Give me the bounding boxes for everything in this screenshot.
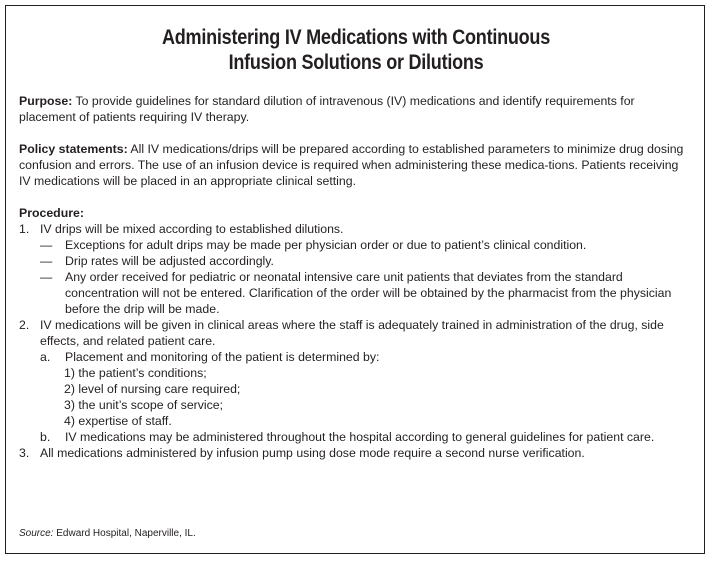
procedure-section — [19, 205, 691, 461]
document-title — [55, 25, 657, 75]
list-item-text: 3) the unit’s scope of service; — [64, 398, 224, 412]
procedure-step-2a-sub-2 — [19, 381, 691, 397]
list-marker: — — [40, 254, 53, 268]
list-item-text: Exceptions for adult drips may be made per physician order or due to patient’s clinical condition. — [65, 238, 587, 252]
procedure-step-2a-sub-4 — [19, 413, 691, 429]
procedure-step-2a — [19, 349, 691, 365]
list-item-text: Drip rates will be adjusted accordingly. — [65, 254, 274, 268]
source-text: Edward Hospital, Naperville, IL. — [56, 528, 196, 539]
document-body — [19, 93, 691, 461]
procedure-step-1-dash-2 — [19, 253, 691, 269]
source-citation — [19, 528, 196, 540]
list-marker: a. — [40, 350, 51, 364]
list-item-text: Placement and monitoring of the patient is determined by: — [65, 350, 380, 364]
procedure-step-2a-sub-1 — [19, 365, 691, 381]
procedure-heading: Procedure: — [19, 206, 84, 220]
list-marker: 2. — [19, 318, 30, 332]
list-item-text: Any order received for pediatric or neonatal intensive care unit patients that deviates from the standard concentration will not be entered. Clarification of the order will be obtained by the pharmacist from the physician before the drip will be made. — [65, 270, 672, 316]
policy-paragraph — [19, 141, 691, 189]
procedure-step-1-dash-3 — [19, 269, 691, 317]
procedure-step-2b — [19, 429, 691, 445]
procedure-step-2a-sub-3 — [19, 397, 691, 413]
list-item-text: IV medications will be given in clinical areas where the staff is adequately trained in administration of the drug, side effects, and related patient care. — [40, 318, 664, 348]
title-line-1: Administering IV Medications with Continuous — [162, 26, 550, 49]
list-marker: 3. — [19, 446, 30, 460]
list-item-text: 1) the patient’s conditions; — [64, 366, 207, 380]
list-marker: — — [40, 270, 53, 284]
purpose-text: To provide guidelines for standard dilution of intravenous (IV) medications and identify requirements for placement of patients requiring IV therapy. — [19, 94, 635, 124]
purpose-label: Purpose: — [19, 94, 73, 108]
list-item-text: IV medications may be administered throughout the hospital according to general guidelines for patient care. — [65, 430, 655, 444]
purpose-paragraph — [19, 93, 691, 125]
procedure-step-3 — [19, 445, 691, 461]
procedure-step-1-dash-1 — [19, 237, 691, 253]
list-item-text: 2) level of nursing care required; — [64, 382, 241, 396]
policy-text: All IV medications/drips will be prepared according to established parameters to minimize drug dosing confusion and errors. The use of an infusion device is required when administering these medica-tions. Patients receiving IV medications will be placed in an appropriate clinical setting. — [19, 142, 684, 188]
policy-document-frame — [5, 5, 705, 554]
list-item-text: All medications administered by infusion pump using dose mode require a second nurse verification. — [40, 446, 585, 460]
list-item-text: 4) expertise of staff. — [64, 414, 172, 428]
title-line-2: Infusion Solutions or Dilutions — [228, 51, 484, 74]
source-label: Source: — [19, 528, 54, 539]
list-item-text: IV drips will be mixed according to established dilutions. — [40, 222, 344, 236]
list-marker: 1. — [19, 222, 30, 236]
procedure-step-2 — [19, 317, 691, 349]
list-marker: — — [40, 238, 53, 252]
procedure-step-1 — [19, 221, 691, 237]
policy-label: Policy statements: — [19, 142, 128, 156]
list-marker: b. — [40, 430, 51, 444]
